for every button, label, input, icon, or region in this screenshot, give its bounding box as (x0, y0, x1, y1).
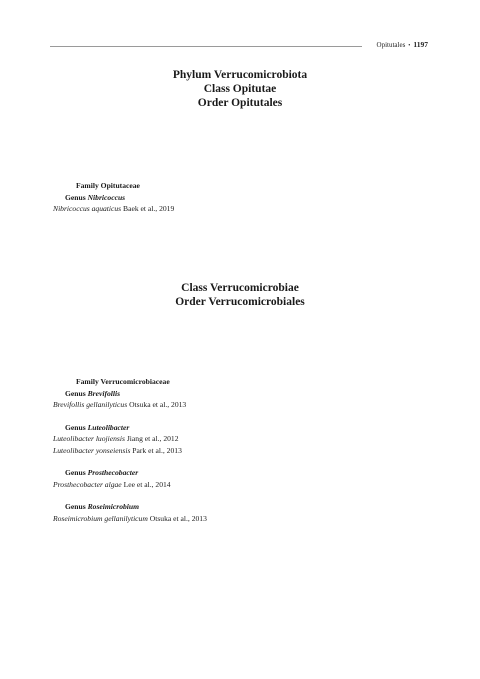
species-authority: Otsuka et al., 2013 (147, 513, 207, 523)
running-head (377, 40, 428, 49)
species-name: Luteolibacter luojiensis (53, 434, 125, 443)
order-heading: Order Verrucomicrobiales (175, 296, 305, 308)
species-entry (53, 513, 207, 525)
family-heading: Family Opitutaceae (76, 181, 140, 190)
species-name: Prosthecobacter algae (53, 479, 122, 489)
opitutaceae-entries (53, 180, 174, 215)
genus-heading: Genus Nibricoccus (65, 192, 126, 202)
genus-name: Luteolibacter (87, 422, 130, 432)
species-name: Nibricoccus aquaticus (53, 204, 122, 213)
genus-name: Brevifollis (87, 388, 121, 398)
species-entry (53, 445, 207, 457)
species-authority: Jiang et al., 2012 (124, 434, 179, 443)
page-number: 1197 (413, 40, 428, 49)
running-head-separator: • (408, 43, 411, 49)
class-heading: Class Verrucomicrobiae (181, 282, 299, 294)
verrucomicrobiaceae-entries (53, 376, 207, 524)
species-authority: Baek et al., 2019 (121, 204, 175, 213)
phylum-heading: Phylum Verrucomicrobiota (172, 69, 308, 81)
genus-name: Roseimicrobium (87, 502, 140, 511)
genus-name: Prosthecobacter (87, 468, 139, 477)
phylum-heading-block (0, 68, 480, 110)
species-entry (53, 203, 174, 215)
class-heading-block (0, 281, 480, 309)
species-entry (53, 433, 207, 445)
family-heading: Family Verrucomicrobiaceae (76, 377, 170, 386)
order-heading: Order Opitutales (197, 97, 283, 109)
species-entry (53, 399, 207, 411)
species-entry (53, 479, 207, 491)
class-heading: Class Opitutae (203, 83, 277, 95)
genus-heading: Genus Luteolibacter (65, 422, 130, 432)
species-authority: Park et al., 2013 (130, 445, 182, 455)
header-rule (50, 46, 362, 47)
running-head-section: Opitutales (376, 41, 406, 49)
genus-heading: Genus Prosthecobacter (65, 468, 139, 477)
genus-name: Nibricoccus (87, 192, 126, 202)
genus-heading: Genus Roseimicrobium (65, 502, 140, 511)
species-name: Brevifollis gellanilyticus (53, 400, 128, 409)
genus-heading: Genus Brevifollis (65, 388, 121, 398)
species-name: Luteolibacter yonseiensis (53, 445, 131, 455)
species-authority: Otsuka et al., 2013 (127, 400, 187, 409)
species-authority: Lee et al., 2014 (121, 479, 171, 489)
species-name: Roseimicrobium gellanilyticum (53, 513, 148, 523)
